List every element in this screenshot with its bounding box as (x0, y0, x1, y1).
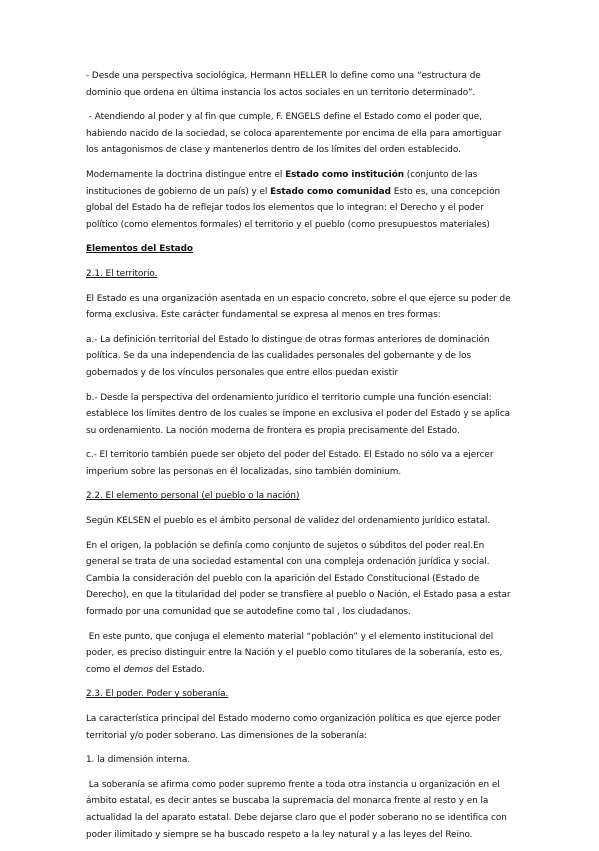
paragraph-dimension-interna: 1. la dimensión interna. (86, 755, 191, 766)
heading-elementos (86, 241, 516, 258)
paragraph-engels: - Atendiendo al poder y al fin que cumple, F. ENGELS define el Estado como el poder que, habiendo nacido de la sociedad, se coloca aparentemente por encima de ella para amortiguar los antagonismos de clase y mantenerlos dentro de los límites del orden establecido. (86, 112, 505, 156)
paragraph-territorio-intro: El Estado es una organización asentada en un espacio concreto, sobre el que ejerce su poder de forma exclusiva. Este carácter fundamental se expresa al menos en tres formas: (86, 293, 511, 321)
estado-institucion-term: Estado como institución (285, 169, 405, 180)
paragraph-territorio-b: b.- Desde la perspectiva del ordenamiento jurídico el territorio cumple una función esencial: establece los límites dentro de los cuales se impone en exclusiva el poder del Estado y se aplica su ordenamiento. La noción moderna de frontera es propia precisamente del Estado. (86, 392, 511, 436)
paragraph-territorio-c: c.- El territorio también puede ser objeto del poder del Estado. El Estado no sólo va a ejercer imperium sobre las personas en él localizadas, sino también dominium. (86, 450, 494, 477)
paragraph-demos (86, 629, 516, 679)
heading-poder: 2.3. El poder. Poder y soberanía. (86, 689, 229, 700)
estado-comunidad-term: Estado como comunidad (270, 186, 391, 197)
paragraph-soberania: La soberanía se afirma como poder supremo frente a toda otra instancia u organización en el ámbito estatal, es decir antes se buscaba la supremacía del monarca frente al resto y en la actualidad la del aparato estatal. Debe dejarse claro que el poder soberano no se identifica con poder ilimitado y siempre se ha buscado respeto a la ley natural y a las leyes del Reino. (86, 779, 510, 840)
paragraph-kelsen: Según KELSEN el pueblo es el ámbito personal de validez del ordenamiento jurídico estatal. (86, 516, 491, 527)
paragraph-doctrina (86, 167, 516, 233)
heading-territorio: 2.1. El territorio. (86, 268, 158, 279)
paragraph-poblacion: En el origen, la población se definía como conjunto de sujetos o súbditos del poder real.En general se trata de una sociedad estamental con una compleja ordenación jurídica y social. Cambia la consideración del pueblo con la aparición del Estado Constitucional (Estado de Derecho), en que la titularidad del poder se transfiere al pueblo o Nación, el Estado pasa a estar formado por una comunidad que se autodefine como tal , los ciudadanos. (86, 540, 511, 618)
doctrina-text-c: (conjunto de las instituciones de gobierno de un país) y el (86, 169, 478, 197)
doctrina-text-a: Modernamente la doctrina distingue entre el (86, 169, 286, 180)
document-page (86, 68, 516, 851)
paragraph-territorio-a: a.- La definición territorial del Estado lo distingue de otras formas anteriores de dominación política. Se da una independencia de las cualidades personales del gobernante y de los gobernados y de los vínculos personales que entre ellos puedan existir (86, 334, 490, 378)
heading-elemento-personal: 2.2. El elemento personal (el pueblo o la nación) (86, 491, 300, 502)
paragraph-heller: - Desde una perspectiva sociológica, Hermann HELLER lo define como una “estructura de dominio que ordena en última instancia los actos sociales en un territorio determinado”. (86, 71, 481, 98)
demos-text-a: En este punto, que conjuga el elemento material “población” y el elemento institucional del poder, es preciso distinguir entre la Nación y el pueblo como titulares de la soberanía, esto es, como el (86, 631, 506, 675)
demos-text-c: del Estado. (153, 664, 205, 675)
heading-elementos-text: Elementos del Estado (86, 244, 193, 255)
demos-term: demos (123, 664, 154, 675)
paragraph-poder-intro: La característica principal del Estado moderno como organización política es que ejerce poder territorial y/o poder soberano. Las dimensiones de la soberanía: (86, 714, 501, 741)
doctrina-text-e: Esto es, una concepción global del Estado ha de reflejar todos los elementos que lo integran: el Derecho y el poder político (como elementos formales) el territorio y el pueblo (como presupuestos materiales) (86, 186, 501, 230)
